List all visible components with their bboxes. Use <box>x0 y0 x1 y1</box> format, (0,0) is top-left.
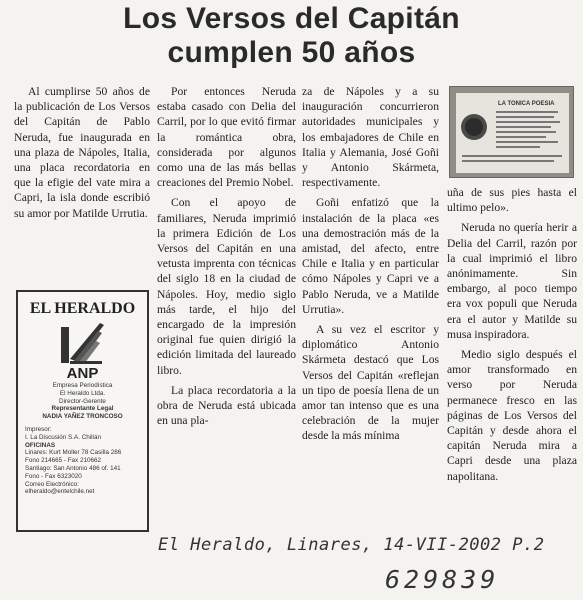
headline <box>0 2 583 70</box>
handwritten-archive-number: 629839 <box>385 565 500 594</box>
paragraph: za de Nápoles y a su inauguración concurrieron autoridades municipales y los embajadores de Chile en Italia y Alemania, José Goñi y Antonio Skármeta, respectivamente. <box>302 85 439 190</box>
masthead-line: Fono 214665 - Fax 210662 <box>25 457 101 465</box>
masthead-info <box>18 382 147 421</box>
masthead-line: El Heraldo Ltda. <box>59 389 106 397</box>
article-column-3 <box>302 84 439 449</box>
plaque-text: LA TONICA POESIA <box>498 101 555 107</box>
article-column-1 <box>14 84 150 226</box>
paragraph: La placa recordatoria a la obra de Neruda está ubicada en una pla- <box>157 383 296 428</box>
paragraph: Al cumplirse 50 años de la publicación de Los Versos del Capitán de Pablo Neruda, fue inaugurada en una plaza de Nápoles, Italia, una placa recordatoria en que la efigie del vate mira a Capri, la isla donde escribió su amor por Matilde Urrutia. <box>14 85 150 220</box>
article-column-4 <box>447 185 577 489</box>
masthead-line: Director-Gerente <box>59 397 106 405</box>
paragraph: A su vez el escritor y diplomático Antonio Skármeta destacó que Los Versos del Capitán «reflejan un tipo de poesía llena de un amor tan intenso que es una celebración de la mujer desde la más mínima <box>302 323 439 443</box>
masthead-offices <box>18 426 147 496</box>
masthead-line: Impresor: <box>25 425 52 433</box>
feather-logo-icon <box>60 321 106 365</box>
masthead-line: Santiago: San Antonio 486 of. 141 <box>25 464 121 472</box>
paragraph: Neruda no quería herir a Delia del Carril, razón por la cual imprimió el libro anónimamente. Sin embargo, al poco tiempo era vox populi que Neruda era el autor y Matilde su musa inspiradora. <box>447 221 577 341</box>
masthead-line: Empresa Periodística <box>52 382 113 389</box>
masthead-box <box>16 290 149 532</box>
paragraph: Medio siglo después el amor transformado en verso por Neruda permanece fresco en las páginas de Los Versos del Capitán y desde ahora el capitán Neruda mira a Capri desde una plaza napolitana. <box>447 348 577 483</box>
paragraph: Con el apoyo de familiares, Neruda imprimió la primera Edición de Los Versos del Capitán en una vetusta imprenta con técnicas del siglo 18 en la ciudad de Nápoles. Hoy, medio siglo más tarde, el hijo del encargado de la impresión original fue quien dirigió la edición limitada del laureado libro. <box>157 196 296 377</box>
masthead-title: EL HERALDO <box>29 300 136 317</box>
masthead-line: Correo Electrónico: <box>25 480 79 488</box>
paragraph: uña de sus pies hasta el ultimo pelo». <box>447 186 577 215</box>
masthead-line: Representante Legal <box>51 405 114 413</box>
plaque-photo <box>449 86 574 178</box>
plaque-image <box>450 87 574 178</box>
paragraph: Goñi enfatizó que la instalación de la placa «es una demostración más de la amistad, del afecto, entre Chile e Italia y en particular cómo Nápoles y Capri ve a Pablo Neruda, ve a Matilde Urrutia». <box>302 196 439 316</box>
masthead-line: OFICINAS <box>25 441 56 449</box>
masthead-line: Linares: Kurt Moller 78 Casilla 286 <box>25 449 122 457</box>
headline-line-1: Los Versos del Capitán <box>123 2 460 35</box>
paragraph: Por entonces Neruda estaba casado con Delia del Carril, por lo que evitó firmar la romántica obra, considerada por algunos como una de las más bellas creaciones del Premio Nobel. <box>157 85 296 190</box>
handwritten-source-note: El Heraldo, Linares, 14-VII-2002 P.2 <box>158 535 545 555</box>
masthead-line: NADIA YAÑEZ TRONCOSO <box>42 413 123 421</box>
masthead-agency: ANP <box>66 365 99 382</box>
masthead-line: Fono - Fax 6323020 <box>25 472 82 480</box>
headline-line-2: cumplen 50 años <box>167 36 416 69</box>
masthead-line: elheraldo@entelchile.net <box>25 488 95 496</box>
masthead-line: I. La Discusión S.A. Chillán <box>25 433 101 441</box>
article-column-2 <box>157 84 296 433</box>
